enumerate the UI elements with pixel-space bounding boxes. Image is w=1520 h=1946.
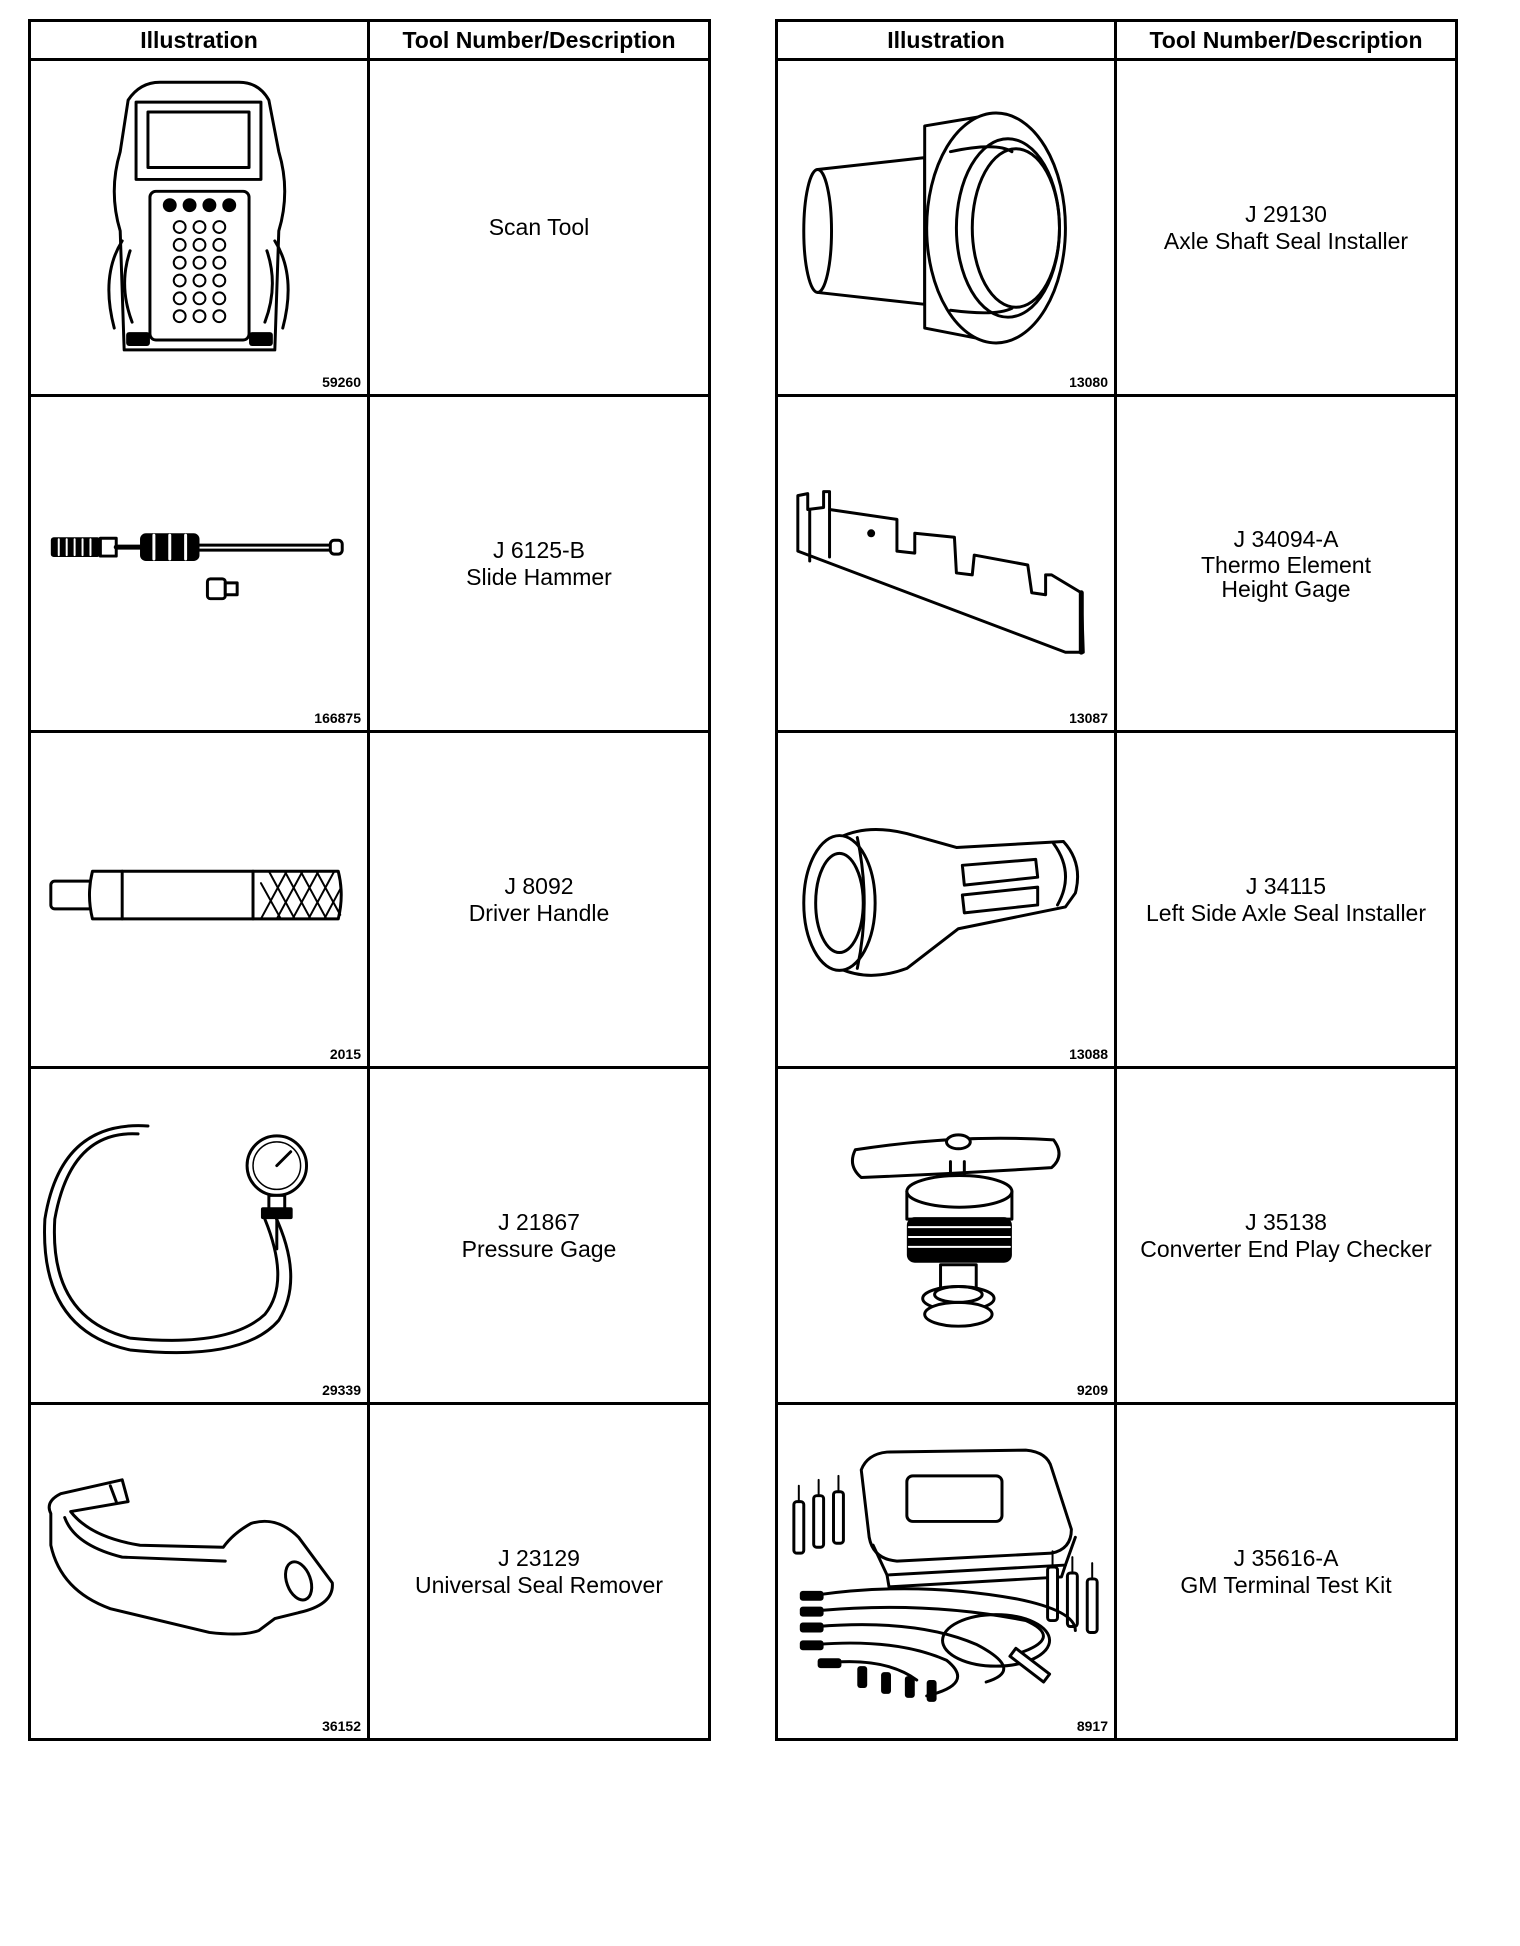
tool-number: J 35616-A [1233,1544,1339,1571]
figure-number: 13080 [1069,374,1108,390]
tool-description-cell [369,1404,710,1740]
tool-description: Axle Shaft Seal Installer [1163,227,1409,254]
table-row [30,60,710,396]
header-row [30,21,710,60]
tool-description-cell [1116,396,1457,732]
column-header-illustration: Illustration [777,21,1116,60]
column-header-tool-description: Tool Number/Description [369,21,710,60]
tool-description-cell [369,396,710,732]
height-gage-icon [778,397,1114,730]
figure-number: 29339 [322,1382,361,1398]
table-row [777,1068,1457,1404]
figure-number: 36152 [322,1718,361,1734]
tool-description-cell [1116,732,1457,1068]
table-row [30,1404,710,1740]
tool-description: Converter End Play Checker [1140,1235,1432,1262]
right-tool-table [775,19,1458,1741]
tool-number: J 21867 [498,1208,580,1235]
tool-description-cell [1116,1068,1457,1404]
tool-number: J 34115 [1245,872,1327,899]
illustration-cell [30,1068,369,1404]
figure-number: 9209 [1076,1382,1108,1398]
illustration-cell [777,60,1116,396]
tool-description: Scan Tool [488,214,590,240]
tool-number: J 29130 [1245,200,1327,227]
tool-description-cell [369,732,710,1068]
header-row [777,21,1457,60]
tool-description-cell [369,1068,710,1404]
tool-description: Left Side Axle Seal Installer [1146,899,1426,926]
end-play-checker-icon [778,1069,1114,1402]
table-row [777,1404,1457,1740]
illustration-cell [30,60,369,396]
figure-number: 8917 [1076,1718,1108,1734]
figure-number: 59260 [322,374,361,390]
seal-installer-icon [778,61,1114,394]
tool-number: J 6125-B [492,536,586,563]
table-row [777,732,1457,1068]
pressure-gage-icon [31,1069,367,1402]
terminal-test-kit-icon [778,1405,1114,1738]
table-row [30,1068,710,1404]
illustration-cell [777,396,1116,732]
illustration-cell [30,1404,369,1740]
illustration-cell [777,1404,1116,1740]
table-row [30,396,710,732]
tool-description-cell [1116,1404,1457,1740]
illustration-cell [777,1068,1116,1404]
tool-description: Slide Hammer [466,563,612,590]
table-row [777,396,1457,732]
figure-number: 13087 [1069,710,1108,726]
tool-description: Driver Handle [468,899,610,926]
seal-remover-icon [31,1405,367,1738]
column-header-tool-description: Tool Number/Description [1116,21,1457,60]
left-tool-table [28,19,711,1741]
illustration-cell [777,732,1116,1068]
figure-number: 2015 [329,1046,361,1062]
tool-number: J 35138 [1245,1208,1327,1235]
driver-handle-icon [31,733,367,1066]
slide-hammer-icon [31,397,367,730]
illustration-cell [30,396,369,732]
table-row [30,732,710,1068]
table-row [777,60,1457,396]
tool-number: J 23129 [498,1544,580,1571]
tool-description: Pressure Gage [461,1235,617,1262]
tool-description: GM Terminal Test Kit [1180,1571,1392,1598]
figure-number: 166875 [314,710,361,726]
column-header-illustration: Illustration [30,21,369,60]
figure-number: 13088 [1069,1046,1108,1062]
scan-tool-icon [31,61,367,394]
tool-number: J 34094-A [1233,526,1339,552]
tool-description-line-1: Thermo Element [1200,552,1371,578]
tool-description: Universal Seal Remover [415,1571,663,1598]
illustration-cell [30,732,369,1068]
left-seal-installer-icon [778,733,1114,1066]
tool-description-cell [369,60,710,396]
tool-description-cell [1116,60,1457,396]
tool-description-line-2: Height Gage [1221,576,1351,602]
tool-number: J 8092 [504,872,574,899]
